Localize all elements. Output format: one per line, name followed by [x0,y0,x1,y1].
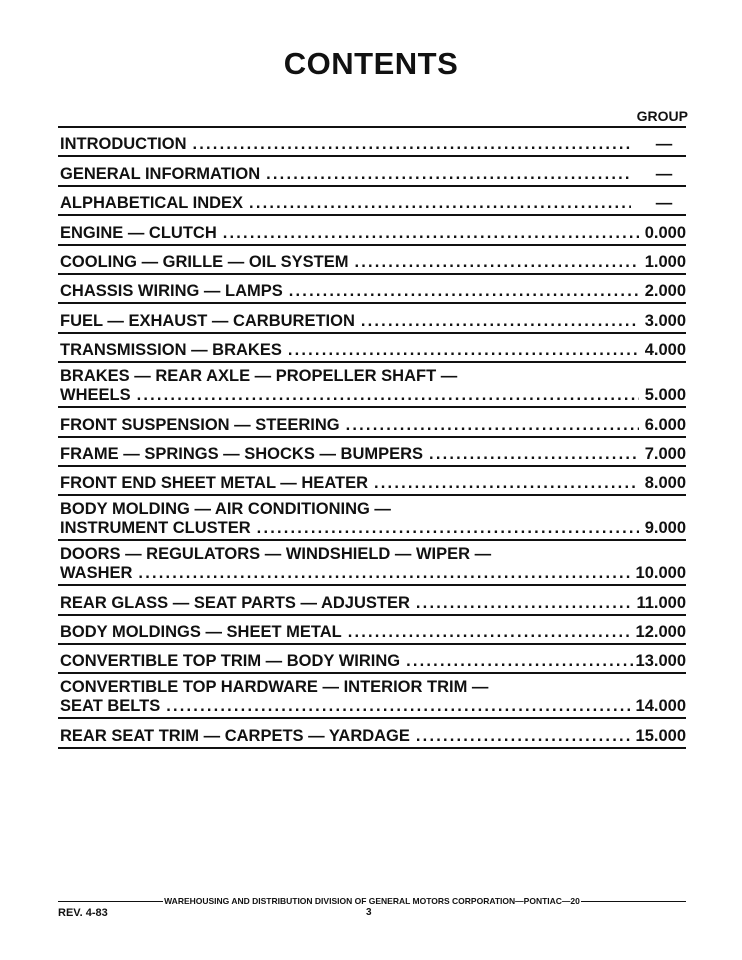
contents-entry-line [60,416,686,435]
contents-entry [58,157,686,186]
contents-entry-group-number: 7.000 [644,444,686,463]
contents-entry-line [60,194,686,213]
contents-entry-group-number: 9.000 [644,519,686,538]
contents-entry-line [60,594,686,613]
footer-division-text: WAREHOUSING AND DISTRIBUTION DIVISION OF GENERAL MOTORS CORPORATION—PONTIAC—20 [164,896,580,906]
contents-entry-title: BODY MOLDING — AIR CONDITIONING — [60,500,391,519]
contents-entry [58,334,686,363]
dot-leader [193,135,632,154]
contents-entry-title: INTRODUCTION [60,135,187,154]
contents-entry-group-number: — [655,164,673,183]
page-number: 3 [366,907,372,918]
contents-entry-title: FRAME — SPRINGS — SHOCKS — BUMPERS [60,444,424,463]
contents-entry-title: WASHER [60,564,133,583]
dot-leader [429,445,639,464]
contents-entry-group-number: 0.000 [644,223,686,242]
contents-entry-group-number: — [655,194,673,213]
contents-entry-line [60,623,686,642]
contents-entry [58,216,686,245]
contents-entry [58,541,686,586]
contents-entry-line [60,312,686,331]
contents-entry-title: GENERAL INFORMATION [60,164,261,183]
contents-entry-group-number: 1.000 [644,252,686,271]
contents-entry [58,674,686,719]
contents-entry-title: CHASSIS WIRING — LAMPS [60,282,283,301]
contents-entry [58,187,686,216]
contents-entry-group-number: — [655,135,673,154]
contents-entry-line [60,500,686,519]
dot-leader [374,474,639,493]
contents-entry [58,363,686,408]
contents-entry-title: DOORS — REGULATORS — WINDSHIELD — WIPER — [60,545,492,564]
contents-entry-line [60,165,686,184]
dot-leader [406,652,632,671]
contents-entry-group-number: 8.000 [644,474,686,493]
contents-entry-group-number: 5.000 [644,386,686,405]
contents-entry-line [60,253,686,272]
dot-leader [354,253,639,272]
contents-entry-group-number: 15.000 [635,726,686,745]
contents-entry-line [60,135,686,154]
contents-list [58,126,686,749]
contents-entry-title: REAR GLASS — SEAT PARTS — ADJUSTER [60,593,410,612]
footer-publisher-line [58,896,686,906]
contents-entry-line [60,386,686,405]
contents-entry [58,586,686,615]
dot-leader [346,416,639,435]
dot-leader [289,282,639,301]
contents-entry-title: BRAKES — REAR AXLE — PROPELLER SHAFT — [60,367,458,386]
contents-entry [58,719,686,748]
contents-entry-line [60,474,686,493]
contents-entry-line [60,367,686,386]
contents-entry-group-number: 4.000 [644,341,686,360]
footer-rule-left [58,901,163,902]
dot-leader [348,623,633,642]
contents-entry-title: CONVERTIBLE TOP TRIM — BODY WIRING [60,652,401,671]
contents-entry-line [60,697,686,716]
footer-rule-right [581,901,686,902]
revision-label: REV. 4-83 [58,907,108,919]
contents-entry-title: WHEELS [60,386,131,405]
contents-entry-line [60,445,686,464]
contents-entry-group-number: 12.000 [635,623,686,642]
contents-entry-line [60,545,686,564]
contents-entry-title: FRONT SUSPENSION — STEERING [60,415,340,434]
contents-entry-line [60,727,686,746]
contents-entry-line [60,564,686,583]
contents-entry [58,645,686,674]
contents-entry-line [60,678,686,697]
contents-entry-title: SEAT BELTS [60,697,161,716]
contents-entry-line [60,519,686,538]
contents-entry [58,275,686,304]
dot-leader [266,165,631,184]
contents-entry-group-number: 2.000 [644,282,686,301]
contents-entry-title: TRANSMISSION — BRAKES [60,341,282,360]
contents-entry [58,408,686,437]
group-column-header: GROUP [636,108,688,124]
dot-leader [138,564,632,583]
contents-entry-title: REAR SEAT TRIM — CARPETS — YARDAGE [60,726,410,745]
dot-leader [416,727,633,746]
contents-entry-title: CONVERTIBLE TOP HARDWARE — INTERIOR TRIM — [60,678,489,697]
contents-entry-group-number: 10.000 [635,564,686,583]
contents-entry-title: FUEL — EXHAUST — CARBURETION [60,311,355,330]
contents-entry-group-number: 14.000 [635,697,686,716]
contents-entry-line [60,282,686,301]
dot-leader [257,519,639,538]
contents-entry-line [60,341,686,360]
dot-leader [223,224,639,243]
contents-entry-group-number: 13.000 [635,652,686,671]
contents-entry [58,496,686,541]
contents-entry-line [60,652,686,671]
page-title: CONTENTS [283,46,459,81]
dot-leader [249,194,631,213]
contents-entry-title: BODY MOLDINGS — SHEET METAL [60,623,342,642]
contents-entry-title: ENGINE — CLUTCH [60,223,217,242]
dot-leader [361,312,639,331]
contents-entry-title: FRONT END SHEET METAL — HEATER [60,474,369,493]
contents-entry-title: INSTRUMENT CLUSTER [60,519,251,538]
contents-entry [58,128,686,157]
contents-entry [58,467,686,496]
contents-entry-group-number: 6.000 [644,415,686,434]
contents-entry [58,438,686,467]
contents-entry [58,246,686,275]
dot-leader [288,341,639,360]
contents-entry [58,304,686,333]
contents-entry-title: ALPHABETICAL INDEX [60,194,244,213]
dot-leader [137,386,639,405]
dot-leader [166,697,632,716]
contents-entry [58,616,686,645]
dot-leader [416,594,634,613]
contents-entry-group-number: 11.000 [636,593,686,612]
contents-entry-group-number: 3.000 [644,311,686,330]
contents-entry-title: COOLING — GRILLE — OIL SYSTEM [60,252,349,271]
contents-entry-line [60,224,686,243]
